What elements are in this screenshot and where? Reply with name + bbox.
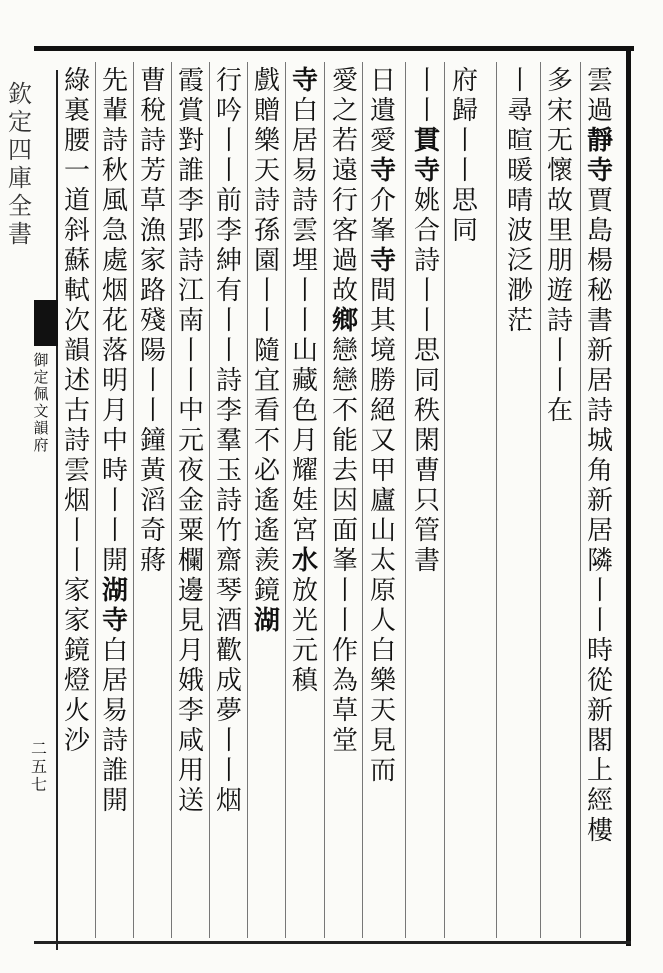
column-rule (444, 62, 445, 938)
column-rule (324, 62, 325, 938)
text-column-13: 先 輩 詩 秋 風 急 處 烟 花 落 明 月 中 時 丨 丨 開 湖 寺 白 居 易 詩 誰 開 (101, 66, 128, 816)
column-rule (171, 62, 172, 938)
column-rule (247, 62, 248, 938)
fishtail-mark (34, 300, 58, 346)
text-column-4: 府 歸 丨 丨 思 同 (451, 66, 478, 246)
column-rule (133, 62, 134, 938)
text-column-8: 寺 白 居 易 詩 雲 埋 丨 丨 山 藏 色 月 耀 娃 宮 水 放 光 元 稹 (291, 66, 318, 696)
page-number: 二五七 (30, 739, 47, 794)
column-rule (285, 62, 286, 938)
text-column-2: 多 宋 无 懷 故 里 朋 遊 詩 丨 丨 在 (546, 66, 573, 426)
column-rule (496, 62, 497, 938)
text-column-12: 曹 稅 詩 芳 草 漁 家 路 殘 陽 丨 丨 鐘 黃 滔 奇 蔣 (139, 66, 166, 576)
margin-title: 欽定四庫全書 (8, 80, 32, 248)
margin-subtitle: 御定佩文韻府 (33, 351, 49, 454)
text-column-14: 綠 裏 腰 一 道 斜 蘇 軾 次 韻 述 古 詩 雲 烟 丨 丨 家 家 鏡 燈 火 沙 (63, 66, 90, 756)
frame-bottom-rule (34, 941, 631, 944)
frame-right-rule (626, 46, 631, 946)
text-column-9: 戲 贈 樂 天 詩 孫 園 丨 丨 隨 宜 看 不 必 遙 遙 羨 鏡 湖 (253, 66, 280, 636)
column-rule (580, 62, 581, 938)
column-rule (95, 62, 96, 938)
column-rule (209, 62, 210, 938)
frame-top-rule (34, 46, 634, 51)
text-column-7: 愛 之 若 遠 行 客 過 故 鄉 戀 戀 不 能 去 因 面 峯 丨 丨 作 為 草 堂 (331, 66, 358, 756)
text-column-5: 丨 丨 貫 寺 姚 合 詩 丨 丨 思 同 秩 閑 曹 只 管 書 (413, 66, 440, 576)
text-column-6: 日 遺 愛 寺 介 峯 寺 間 其 境 勝 絕 又 甲 廬 山 太 原 人 白 樂 天 見 而 (369, 66, 396, 786)
text-column-3: 丨 尋 暄 暖 晴 波 泛 渺 茫 (506, 66, 533, 336)
text-column-1: 雲 過 靜 寺 賈 島 楊 秘 書 新 居 詩 城 角 新 居 隣 丨 丨 時 從 新 閣 上 經 樓 (586, 66, 613, 846)
column-rule (405, 62, 406, 938)
text-column-11: 霞 賞 對 誰 李 郢 詩 江 南 丨 丨 中 元 夜 金 粟 欄 邊 見 月 娥 李 咸 用 送 (177, 66, 204, 816)
column-rule (540, 62, 541, 938)
column-rule (362, 62, 363, 938)
text-column-10: 行 吟 丨 丨 前 李 紳 有 丨 丨 詩 李 羣 玉 詩 竹 齋 琴 酒 歡 成 夢 丨 丨 烟 (215, 66, 242, 816)
